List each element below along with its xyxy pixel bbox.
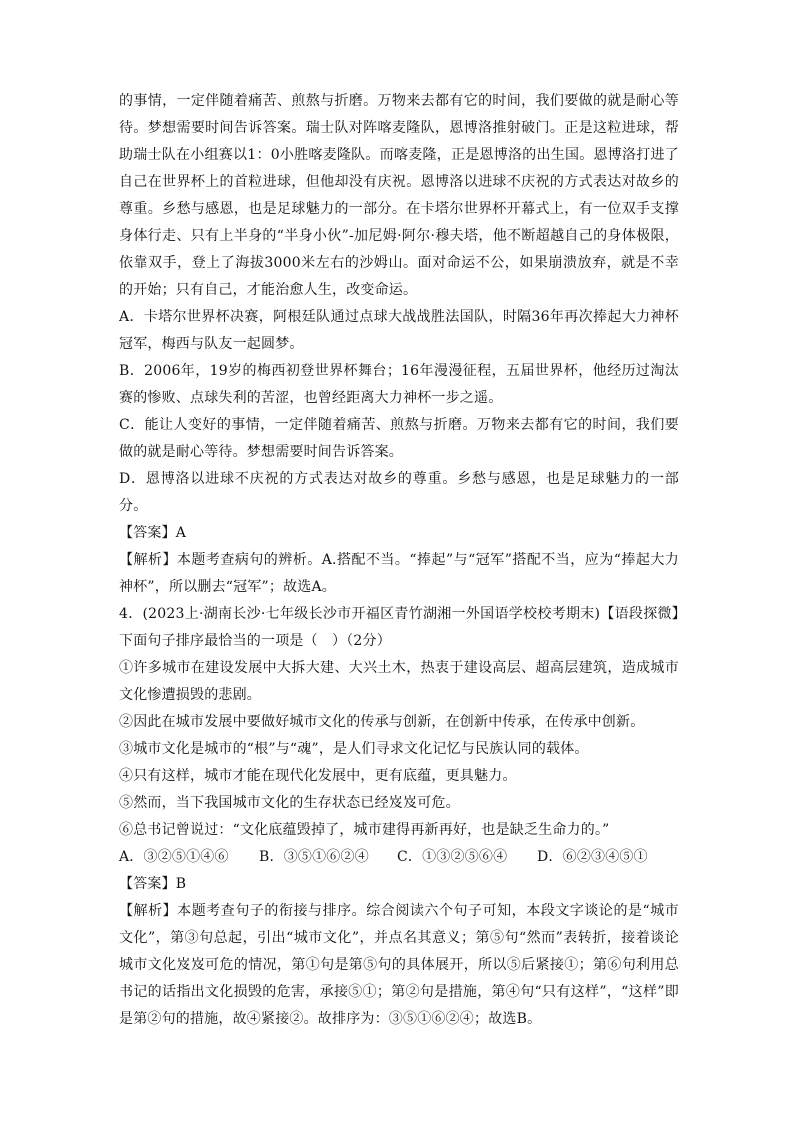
q4-sentence-5: ⑤然而，当下我国城市文化的生存状态已经岌岌可危。 [119, 795, 460, 811]
passage-continuation: 的事情，一定伴随着痛苦、煎熬与折磨。万物来去都有它的时间，我们要做的就是耐心等待。梦想需要时间告诉答案。瑞士队对阵喀麦隆队，恩博洛推射破门。正是这粒进球，帮助瑞士队在小组赛以1：0小胜喀麦隆队。而喀麦隆，正是恩博洛的出生国。恩博洛打进了自己在世界杯上的首粒进球，但他却没有庆祝。恩博洛以进球不庆祝的方式表达对故乡的尊重。乡愁与感恩，也是足球魅力的一部分。在卡塔尔世界杯开幕式上，有一位双手支撑身体行走、只有上半身的“半身小伙”-加尼姆·阿尔·穆夫塔，他不断超越自己的身体极限，依靠双手，登上了海拔3000米左右的沙姆山。面对命运不公，如果崩溃放弃，就是不幸的开始；只有自己，才能治愈人生，改变命运。 [119, 93, 679, 298]
q3-option-b: B．2006年，19岁的梅西初登世界杯舞台；16年漫漫征程，五届世界杯，他经历过淘汰赛的惨败、点球失利的苦涩，也曾经距离大力神杯一步之遥。 [119, 363, 679, 406]
q3-option-a: A．卡塔尔世界杯决赛，阿根廷队通过点球大战战胜法国队，时隔36年再次捧起大力神杯冠军，梅西与队友一起圆梦。 [119, 309, 679, 352]
q4-option-a: A．③②⑤①④⑥ [119, 849, 229, 865]
document-body [119, 88, 679, 1033]
q3-option-c: C．能让人变好的事情，一定伴随着痛苦、煎熬与折磨。万物来去都有它的时间，我们要做的就是耐心等待。梦想需要时间告诉答案。 [119, 417, 679, 460]
q4-stem: 4．(2023上·湖南长沙·七年级长沙市开福区青竹湖湘一外国语学校校考期末)【语段探微】下面句子排序最恰当的一项是（ ）（2分） [119, 606, 679, 649]
q4-option-b: B．③⑤①⑥②④ [259, 849, 369, 865]
q4-sentence-4: ④只有这样，城市才能在现代化发展中，更有底蕴，更具魅力。 [119, 768, 517, 784]
q3-answer: 【答案】A [119, 525, 187, 541]
q4-sentence-2: ②因此在城市发展中要做好城市文化的传承与创新，在创新中传承，在传承中创新。 [119, 714, 645, 730]
q4-sentence-6: ⑥总书记曾说过：“文化底蕴毁掉了，城市建得再新再好，也是缺乏生命力的。” [119, 822, 610, 838]
q4-analysis: 【解析】本题考查句子的衔接与排序。综合阅读六个句子可知，本段文字谈论的是“城市文化”，第③句总起，引出“城市文化”，并点名其意义；第⑤句“然而”表转折，接着谈论城市文化岌岌可危的情况，第①句是第⑤句的具体展开，所以⑤后紧接①；第⑥句利用总书记的话指出文化损毁的危害，承接⑤①；第②句是措施，第④句“只有这样”，“这样”即是第②句的措施，故④紧接②。故排序为：③⑤①⑥②④；故选B。 [119, 903, 679, 1027]
q3-analysis: 【解析】本题考查病句的辨析。A.搭配不当。“捧起”与“冠军”搭配不当，应为“捧起大力神杯”，所以删去“冠军”；故选A。 [119, 552, 679, 595]
q4-options [119, 844, 679, 871]
q4-sentence-1: ①许多城市在建设发展中大拆大建、大兴土木，热衷于建设高层、超高层建筑，造成城市文化惨遭损毁的悲剧。 [119, 660, 679, 703]
q3-option-d: D．恩博洛以进球不庆祝的方式表达对故乡的尊重。乡愁与感恩，也是足球魅力的一部分。 [119, 471, 679, 514]
q4-sentence-3: ③城市文化是城市的“根”与“魂”，是人们寻求文化记忆与民族认同的载体。 [119, 741, 589, 757]
q4-answer: 【答案】B [119, 876, 187, 892]
q4-option-d: D．⑥②③④⑤① [537, 849, 648, 865]
q4-option-c: C．①③②⑤⑥④ [397, 849, 508, 865]
